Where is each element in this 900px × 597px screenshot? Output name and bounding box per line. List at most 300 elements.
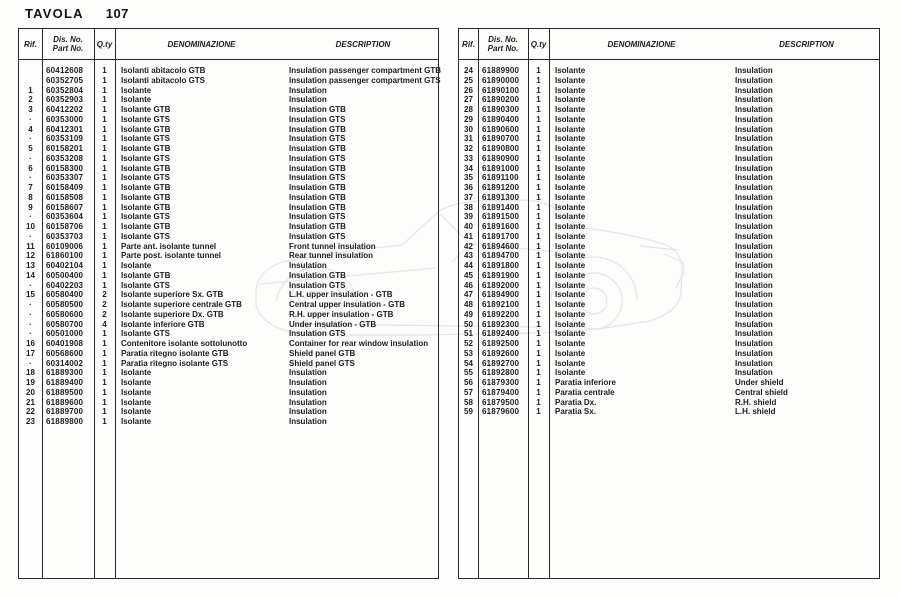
row-rif: 33 <box>464 153 473 163</box>
row-denominazione: Isolante <box>121 95 152 105</box>
row-rif: 44 <box>464 261 473 270</box>
row-qty: 1 <box>536 66 541 75</box>
row-part-number: 60580500 <box>46 300 84 309</box>
row-denominazione: Isolante <box>555 368 586 378</box>
row-rif: 56 <box>464 378 473 387</box>
row-qty: 2 <box>102 309 107 319</box>
row-qty: 1 <box>102 407 107 417</box>
row-part-number: 61892500 <box>482 339 520 348</box>
row-rif: 24 <box>464 66 473 75</box>
row-rif: 7 <box>28 183 33 192</box>
row-rif: 59 <box>464 407 473 417</box>
row-description: Under shield <box>735 378 784 387</box>
row-description: Insulation <box>735 124 773 134</box>
row-rif: 12 <box>26 251 35 261</box>
row-denominazione: Isolante GTS <box>121 114 170 124</box>
row-qty: 1 <box>536 173 541 183</box>
table-row <box>459 115 879 125</box>
row-description: Insulation GTB <box>289 222 346 231</box>
row-qty: 1 <box>536 212 541 222</box>
row-description: Insulation <box>289 387 327 397</box>
row-denominazione: Isolante <box>555 66 586 75</box>
row-denominazione: Isolante GTS <box>121 329 170 339</box>
row-denominazione: Isolante GTS <box>121 280 170 290</box>
row-part-number: 60500400 <box>46 270 84 280</box>
row-rif: 5 <box>28 144 33 153</box>
row-description: Insulation <box>735 339 773 348</box>
row-qty: 1 <box>536 183 541 192</box>
table-row <box>459 154 879 164</box>
row-description: Insulation <box>289 368 327 378</box>
row-denominazione: Isolante inferiore GTB <box>121 319 205 329</box>
row-qty: 1 <box>536 153 541 163</box>
row-rif: 22 <box>26 407 35 417</box>
row-description: Insulation <box>735 144 773 153</box>
row-denominazione: Isolante GTS <box>121 231 170 241</box>
row-rif: 15 <box>26 290 35 300</box>
row-description: Insulation <box>735 183 773 192</box>
row-part-number: 61894900 <box>482 290 520 300</box>
column-divider <box>94 29 95 578</box>
row-denominazione: Isolante <box>555 270 586 280</box>
row-part-number: 61892600 <box>482 348 520 358</box>
row-description: Insulation <box>735 95 773 105</box>
table-row <box>19 398 438 408</box>
table-row <box>459 271 879 281</box>
row-part-number: 61890300 <box>482 105 520 114</box>
col-header-description: DESCRIPTION <box>335 39 391 49</box>
row-rif: 26 <box>464 85 473 95</box>
col-header-part-no-line: Part No. <box>487 44 519 53</box>
row-qty: 2 <box>102 300 107 309</box>
row-denominazione: Isolante GTB <box>121 105 171 114</box>
row-qty: 1 <box>102 75 107 85</box>
table-header-right <box>459 29 879 60</box>
row-description: Insulation <box>735 105 773 114</box>
table-row <box>459 193 879 203</box>
row-rif: 35 <box>464 173 473 183</box>
row-denominazione: Isolanti abitacolo GTB <box>121 66 206 75</box>
table-row <box>459 86 879 96</box>
row-part-number: 61890400 <box>482 114 520 124</box>
row-part-number: 61889300 <box>46 368 84 378</box>
row-rif: 4 <box>28 124 33 134</box>
row-description: Insulation GTB <box>289 270 346 280</box>
row-qty: 1 <box>102 114 107 124</box>
tavola-number: 107 <box>105 6 129 21</box>
row-rif: 6 <box>28 163 33 173</box>
table-row <box>19 310 438 320</box>
row-description: Insulation GTB <box>289 163 346 173</box>
row-part-number: 60568600 <box>46 348 84 358</box>
row-denominazione: Isolante <box>555 183 586 192</box>
row-description: Insulation GTB <box>289 124 346 134</box>
table-row <box>459 105 879 115</box>
row-description: Insulation GTB <box>289 202 346 212</box>
row-description: Insulation <box>735 368 773 378</box>
row-denominazione: Isolante GTS <box>121 134 170 144</box>
row-qty: 1 <box>536 251 541 261</box>
row-rif: 8 <box>28 192 33 202</box>
row-denominazione: Isolante <box>555 261 586 270</box>
row-rif: · <box>29 319 32 329</box>
row-rif: 25 <box>464 75 473 85</box>
row-qty: 1 <box>536 290 541 300</box>
row-denominazione: Isolante <box>555 290 586 300</box>
row-denominazione: Isolante <box>121 387 152 397</box>
row-part-number: 61891200 <box>482 183 520 192</box>
row-part-number: 60158201 <box>46 144 84 153</box>
row-rif: 20 <box>26 387 35 397</box>
row-description: Insulation GTS <box>289 212 346 222</box>
row-rif: 31 <box>464 134 473 144</box>
table-row <box>19 86 438 96</box>
row-qty: 1 <box>536 397 541 407</box>
row-part-number: 61891000 <box>482 163 520 173</box>
row-description: Insulation passenger compartment GTS <box>289 75 441 85</box>
table-row <box>459 144 879 154</box>
row-denominazione: Isolante <box>555 144 586 153</box>
table-row <box>19 251 438 261</box>
table-row <box>19 417 438 427</box>
row-qty: 1 <box>102 105 107 114</box>
row-description: Insulation <box>289 261 327 270</box>
row-part-number: 61889600 <box>46 397 84 407</box>
row-qty: 1 <box>536 114 541 124</box>
row-part-number: 61891300 <box>482 192 520 202</box>
row-part-number: 61890600 <box>482 124 520 134</box>
row-denominazione: Isolante <box>121 417 152 426</box>
table-row <box>19 281 438 291</box>
row-rif <box>19 76 42 86</box>
parts-table-right <box>458 28 880 579</box>
row-rif: 57 <box>464 387 473 397</box>
row-part-number: 60402203 <box>46 280 84 290</box>
row-rif: 34 <box>464 163 473 173</box>
row-denominazione: Isolante <box>121 368 152 378</box>
row-qty: 1 <box>536 241 541 251</box>
row-qty: 1 <box>102 387 107 397</box>
row-rif: 16 <box>26 339 35 348</box>
table-row <box>459 320 879 330</box>
row-rif: 49 <box>464 309 473 319</box>
row-qty: 1 <box>536 368 541 378</box>
table-row <box>19 154 438 164</box>
table-row <box>459 242 879 252</box>
row-qty: 1 <box>102 183 107 192</box>
col-header-dis-no-line: Dis. No. <box>488 35 518 44</box>
row-part-number: 61891800 <box>482 261 520 270</box>
row-qty: 1 <box>536 378 541 387</box>
row-description: Insulation GTS <box>289 329 346 339</box>
row-denominazione: Isolante <box>555 163 586 173</box>
table-row <box>459 203 879 213</box>
col-header-denominazione: DENOMINAZIONE <box>167 39 236 49</box>
row-qty: 1 <box>102 280 107 290</box>
table-row <box>19 134 438 144</box>
row-rif: 17 <box>26 348 35 358</box>
row-qty: 1 <box>536 222 541 231</box>
row-qty: 1 <box>536 75 541 85</box>
table-row <box>459 407 879 417</box>
row-description: Insulation <box>735 114 773 124</box>
row-denominazione: Isolante superiore centrale GTB <box>121 300 242 309</box>
row-qty: 1 <box>536 192 541 202</box>
row-denominazione: Isolante <box>555 319 586 329</box>
row-denominazione: Isolante superiore Dx. GTB <box>121 309 224 319</box>
row-qty: 1 <box>102 134 107 144</box>
table-header-left <box>19 29 438 60</box>
table-row <box>459 66 879 76</box>
row-denominazione: Isolante <box>555 329 586 339</box>
row-denominazione: Isolanti abitacolo GTS <box>121 75 206 85</box>
row-rif: 41 <box>464 231 473 241</box>
row-denominazione: Isolante <box>121 378 152 387</box>
row-part-number: 60158409 <box>46 183 84 192</box>
row-rif: · <box>29 358 32 368</box>
col-header-rif: Rif. <box>462 39 475 49</box>
row-description: Insulation GTB <box>289 183 346 192</box>
row-description: Rear tunnel insulation <box>289 251 374 261</box>
row-description: Container for rear window insulation <box>289 339 429 348</box>
row-denominazione: Isolante <box>555 105 586 114</box>
table-row <box>19 183 438 193</box>
row-description: Insulation <box>289 85 327 95</box>
row-rif: · <box>29 114 32 124</box>
column-divider <box>42 29 43 578</box>
row-rif: 29 <box>464 114 473 124</box>
row-rif: 32 <box>464 144 473 153</box>
row-part-number: 61890000 <box>482 75 520 85</box>
row-description: Insulation GTS <box>289 114 346 124</box>
row-description: Insulation <box>735 329 773 339</box>
row-denominazione: Isolante <box>555 192 586 202</box>
row-description: Insulation <box>735 85 773 95</box>
row-part-number: 61892700 <box>482 358 520 368</box>
row-part-number: 60353000 <box>46 114 84 124</box>
row-qty: 1 <box>536 387 541 397</box>
row-denominazione: Isolante <box>555 300 586 309</box>
row-part-number: 61890800 <box>482 144 520 153</box>
table-row <box>19 242 438 252</box>
row-description: Insulation <box>289 378 327 387</box>
row-qty: 2 <box>102 290 107 300</box>
table-row <box>19 368 438 378</box>
row-part-number: 61860100 <box>46 251 84 261</box>
row-description: Insulation <box>289 95 327 105</box>
table-row <box>19 144 438 154</box>
row-part-number: 60109006 <box>46 241 84 251</box>
row-qty: 1 <box>536 358 541 368</box>
row-denominazione: Isolante <box>555 173 586 183</box>
table-row <box>459 368 879 378</box>
row-description: Insulation <box>735 134 773 144</box>
row-rif: 9 <box>28 202 33 212</box>
row-description: L.H. shield <box>735 407 776 417</box>
row-rif: 2 <box>28 95 33 105</box>
column-divider <box>115 29 116 578</box>
table-row <box>19 290 438 300</box>
table-row <box>19 75 441 86</box>
row-description: L.H. upper insulation - GTB <box>289 290 393 300</box>
row-rif: 55 <box>464 368 473 378</box>
col-header-qty: Q.ty <box>530 39 547 49</box>
row-qty: 1 <box>102 348 107 358</box>
table-row <box>459 349 879 359</box>
row-qty: 1 <box>102 85 107 95</box>
row-denominazione: Isolante <box>121 261 152 270</box>
row-qty: 1 <box>536 144 541 153</box>
table-row <box>19 193 438 203</box>
row-denominazione: Isolante <box>555 358 586 368</box>
row-description: Insulation <box>735 66 773 75</box>
row-qty: 1 <box>102 124 107 134</box>
table-row <box>459 183 879 193</box>
row-description: Insulation <box>735 300 773 309</box>
row-part-number: 60580400 <box>46 290 84 300</box>
table-row <box>459 398 879 408</box>
row-rif: · <box>29 329 32 339</box>
row-rif: 11 <box>26 241 35 251</box>
row-qty: 1 <box>536 85 541 95</box>
row-description: Insulation <box>735 241 773 251</box>
row-denominazione: Isolante GTS <box>121 212 170 222</box>
row-part-number: 60353208 <box>46 153 84 163</box>
row-qty: 1 <box>536 105 541 114</box>
row-part-number: 61890900 <box>482 153 520 163</box>
col-header-part-no <box>42 35 94 53</box>
column-divider <box>528 29 529 578</box>
row-qty: 1 <box>536 202 541 212</box>
row-description: Insulation <box>735 173 773 183</box>
row-description: Insulation <box>735 163 773 173</box>
row-part-number: 60314002 <box>46 358 84 368</box>
row-rif: 3 <box>28 105 33 114</box>
row-rif: 37 <box>464 192 473 202</box>
row-part-number: 61891600 <box>482 222 520 231</box>
row-qty: 1 <box>536 134 541 144</box>
row-qty: 1 <box>102 95 107 105</box>
row-qty: 1 <box>102 231 107 241</box>
table-row <box>459 281 879 291</box>
row-description: Under insulation - GTB <box>289 319 377 329</box>
table-row <box>459 251 879 261</box>
row-denominazione: Isolante <box>555 134 586 144</box>
row-rif: 51 <box>464 329 473 339</box>
row-description: Front tunnel insulation <box>289 241 376 251</box>
row-part-number: 61889900 <box>482 66 520 75</box>
table-row <box>19 271 438 281</box>
row-description: Insulation GTB <box>289 105 346 114</box>
row-part-number: 60353307 <box>46 173 84 183</box>
row-denominazione: Parte ant. isolante tunnel <box>121 241 217 251</box>
row-rif: 53 <box>464 348 473 358</box>
row-part-number: 61891500 <box>482 212 520 222</box>
table-row <box>19 300 438 310</box>
row-denominazione: Isolante <box>555 114 586 124</box>
row-qty: 1 <box>102 251 107 261</box>
row-rif: · <box>29 173 32 183</box>
row-qty: 1 <box>102 397 107 407</box>
row-rif: 45 <box>464 270 473 280</box>
row-description: Insulation <box>289 407 327 417</box>
row-rif: 36 <box>464 183 473 192</box>
table-row <box>19 125 438 135</box>
table-row <box>459 359 879 369</box>
row-denominazione: Isolante GTB <box>121 270 171 280</box>
col-header-part-no-line: Part No. <box>52 44 84 53</box>
row-denominazione: Isolante <box>555 124 586 134</box>
row-qty: 1 <box>102 202 107 212</box>
parts-table-left <box>18 28 442 579</box>
row-qty: 1 <box>536 309 541 319</box>
table-row <box>459 388 879 398</box>
row-part-number: 60501000 <box>46 329 84 339</box>
row-description: Insulation GTB <box>289 192 346 202</box>
tavola-label: TAVOLA <box>25 6 84 21</box>
row-part-number: 61891400 <box>482 202 520 212</box>
row-description: Insulation GTS <box>289 280 346 290</box>
row-rif: 13 <box>26 261 35 270</box>
row-part-number: 61891700 <box>482 231 520 241</box>
row-rif: 30 <box>464 124 473 134</box>
row-description: Insulation GTB <box>289 144 346 153</box>
table-row <box>19 388 438 398</box>
row-rif: 40 <box>464 222 473 231</box>
table-row <box>459 261 879 271</box>
row-description: Insulation <box>735 290 773 300</box>
row-description: Insulation <box>735 280 773 290</box>
table-row <box>459 212 879 222</box>
row-description: Insulation <box>735 251 773 261</box>
row-description: Shield panel GTB <box>289 348 356 358</box>
row-rif: 27 <box>464 95 473 105</box>
row-rif: · <box>29 134 32 144</box>
table-row <box>19 115 438 125</box>
row-denominazione: Isolante <box>555 339 586 348</box>
row-rif: 1 <box>28 85 33 95</box>
row-part-number: 61892100 <box>482 300 520 309</box>
row-part-number: 60353109 <box>46 134 84 144</box>
row-rif: 14 <box>26 270 35 280</box>
row-description: Insulation <box>735 212 773 222</box>
row-part-number: 61879600 <box>482 407 520 417</box>
row-rif: 58 <box>464 397 473 407</box>
row-denominazione: Isolante <box>121 407 152 417</box>
row-part-number: 61890200 <box>482 95 520 105</box>
row-denominazione: Isolante <box>121 397 152 407</box>
table-row <box>459 222 879 232</box>
row-part-number: 60158607 <box>46 202 84 212</box>
row-qty: 1 <box>536 270 541 280</box>
column-divider <box>478 29 479 578</box>
row-denominazione: Isolante <box>555 75 586 85</box>
row-denominazione: Paratia Dx. <box>555 397 597 407</box>
row-part-number: 60352705 <box>46 75 84 85</box>
row-denominazione: Contenitore isolante sottolunotto <box>121 339 248 348</box>
row-rif: 38 <box>464 202 473 212</box>
table-row <box>19 320 438 330</box>
row-denominazione: Isolante GTS <box>121 153 170 163</box>
row-denominazione: Isolante <box>555 241 586 251</box>
table-row <box>19 203 438 213</box>
col-header-qty: Q.ty <box>96 39 113 49</box>
table-row <box>19 222 438 232</box>
row-qty: 1 <box>536 280 541 290</box>
row-part-number: 61889500 <box>46 387 84 397</box>
table-row <box>459 164 879 174</box>
table-row <box>19 378 438 388</box>
